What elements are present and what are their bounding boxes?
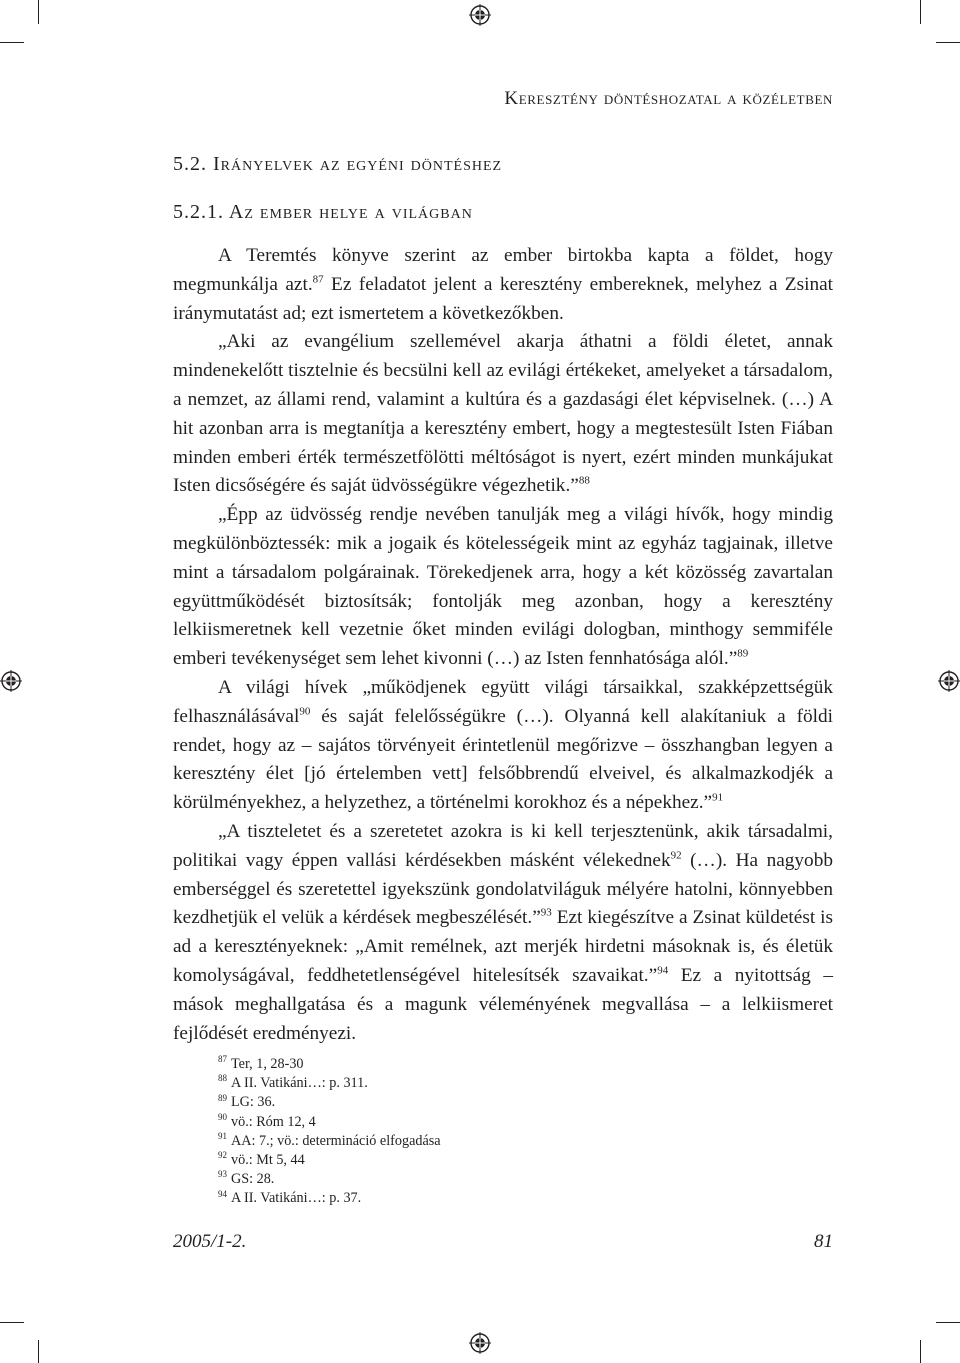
footnote-text: A II. Vatikáni…: p. 37. <box>231 1190 362 1207</box>
paragraph-text: és saját felelősségükre (…). Olyanná kell alakítaniuk a földi rendet, hogy az – sajátos törvényeit érintetlenül megőrizve – összhangban legyen a keresztény élet [jó értelemben vett] felsőbbrendű elveivel, és alkalmazkodjék a körülményekhez, a helyzethez, a történelmi korokhoz és a népekhez.” <box>173 705 833 814</box>
paragraph <box>173 501 833 674</box>
footnote-number: 92 <box>218 1150 227 1161</box>
paragraph-text: A világi hívek „működjenek együtt világi társaikkal, szakképzettségük felhasználásával <box>173 676 833 727</box>
crop-mark <box>38 1340 39 1363</box>
crop-mark <box>0 1322 24 1323</box>
crop-mark <box>920 1340 921 1363</box>
footnote-text: LG: 36. <box>231 1094 276 1111</box>
section-heading: 5.2. Irányelvek az egyéni döntéshez <box>173 153 503 175</box>
footnote-item <box>218 1170 441 1189</box>
issue-label: 2005/1-2. <box>173 1231 247 1252</box>
registration-mark-icon <box>0 670 22 692</box>
footnote-text: Ter, 1, 28-30 <box>231 1056 304 1072</box>
page-number: 81 <box>814 1231 833 1252</box>
paragraph-text: (…). Ha nagyobb emberséggel és szeretettel igyekszünk gondolatviláguk mélyére hatolni, könnyebben kezdhetjük el velük a kérdések megbeszélését.” <box>173 849 833 929</box>
footnote-ref: 89 <box>737 647 749 660</box>
crop-mark <box>920 0 921 24</box>
footnote-number: 93 <box>218 1169 227 1180</box>
footnote-number: 90 <box>218 1111 227 1122</box>
footnote-text: vö.: Róm 12, 4 <box>231 1113 316 1130</box>
footnote-number: 91 <box>218 1131 227 1142</box>
crop-mark <box>38 0 39 24</box>
footnote-item <box>218 1093 441 1112</box>
paragraph-text: „Aki az evangélium szellemével akarja áthatni a földi életet, annak mindenekelőtt tisztelnie és becsülni kell az evilági értékeket, amelyeket a társadalom, a nemzet, az állami rend, valamint a kultúra és a gazdasági élet képviselnek. (…) A hit azonban arra is megtanítja a keresztény embert, hogy a megtestesült Isten Fiában minden emberi érték természetfölötti méltóságot is nyert, ezért minden munkájukat Isten dicsőségére és saját üdvösségükre végezhetik.” <box>173 331 833 497</box>
paragraph-text: „A tiszteletet és a szeretetet azokra is ki kell terjesztenünk, akik társadalmi, politikai vagy éppen vallási kérdésekben másként vélekednek <box>173 820 833 871</box>
registration-mark-icon <box>469 4 491 26</box>
running-head: Keresztény döntéshozatal a közéletben <box>504 88 833 109</box>
footnote-text: vö.: Mt 5, 44 <box>231 1152 305 1169</box>
paragraph <box>173 328 833 501</box>
paragraph <box>173 818 833 1048</box>
paragraph-text: A Teremtés könyve szerint az ember birtokba kapta a földet, hogy megmunkálja azt. <box>173 245 833 295</box>
footnote-ref: 91 <box>712 791 724 804</box>
paragraph-text: Ez feladatot jelent a keresztény embereknek, melyhez a Zsinat iránymutatást ad; ezt ismertetem a következőkben. <box>173 273 833 324</box>
subsection-heading: 5.2.1. Az ember helye a világban <box>173 201 473 223</box>
crop-mark <box>936 1322 960 1323</box>
footnote-item <box>218 1055 441 1074</box>
footnote-ref: 93 <box>540 906 552 919</box>
footnote-item <box>218 1074 441 1093</box>
footnote-text: AA: 7.; vö.: determináció elfogadása <box>231 1132 441 1149</box>
footnote-number: 88 <box>218 1073 227 1084</box>
footnote-item <box>218 1132 441 1151</box>
registration-mark-icon <box>469 1332 491 1354</box>
footnote-number: 87 <box>218 1054 227 1065</box>
paragraph-text: Ez a nyitottság – mások meghallgatása és a magunk véleményének megvallása – a lelkiismeret fejlődését eredményezi. <box>173 964 833 1044</box>
footnote-ref: 92 <box>670 849 682 862</box>
footnote-ref: 90 <box>299 705 311 718</box>
paragraph <box>173 242 833 328</box>
footnote-item <box>218 1189 441 1208</box>
footnote-text: GS: 28. <box>231 1171 275 1188</box>
crop-mark <box>0 42 24 43</box>
footnote-item <box>218 1151 441 1170</box>
footnote-item <box>218 1113 441 1132</box>
paragraph-text: „Épp az üdvösség rendje nevében tanulják meg a világi hívők, hogy mindig megkülönböztessék: mik a jogaik és kötelességeik mint az egyház tagjainak, illetve mint a társadalom polgárainak. Törekedjenek arra, hogy a két közösség zavartalan együttműködését biztosítsák; fontolják meg azonban, hogy a keresztény lelkiismeretnek kell vezetnie őket minden evilági dologban, minthogy semmiféle emberi tevékenységet sem lehet kivonni (…) az Isten fennhatósága alól.” <box>173 504 833 670</box>
registration-mark-icon <box>938 670 960 692</box>
paragraph-text: Ezt kiegészítve a Zsinat küldetést is ad a keresztényeknek: „Amit remélnek, azt merjék hirdetni másoknak is, és életük komolyságával, feddhetetlenségével hitelesítsék szavaikat.” <box>173 907 833 986</box>
footnote-ref: 87 <box>312 273 324 286</box>
crop-mark <box>936 42 960 43</box>
footnote-ref: 88 <box>578 474 590 487</box>
footnotes <box>218 1055 441 1209</box>
footnote-number: 94 <box>218 1188 227 1199</box>
footnote-text: A II. Vatikáni…: p. 311. <box>231 1075 368 1092</box>
paragraph <box>173 674 833 818</box>
footnote-ref: 94 <box>657 964 669 977</box>
body-text <box>173 242 833 1048</box>
footnote-number: 89 <box>218 1092 227 1103</box>
